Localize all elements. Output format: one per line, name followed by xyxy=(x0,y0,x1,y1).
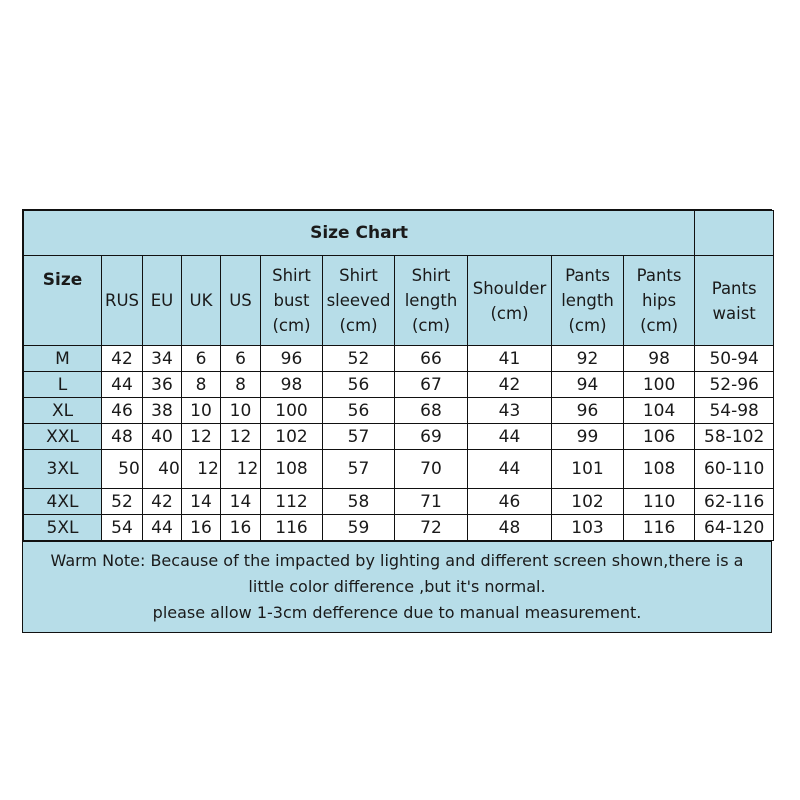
table-row xyxy=(24,450,774,489)
cell-us: 6 xyxy=(221,346,261,372)
header-size: Size xyxy=(24,256,102,346)
header-pants-waist: Pants waist xyxy=(695,256,774,346)
cell-us: 10 xyxy=(221,398,261,424)
cell-pants-length: 92 xyxy=(552,346,624,372)
table-row xyxy=(24,398,774,424)
cell-shoulder: 48 xyxy=(468,515,552,541)
cell-rus: 50 xyxy=(102,450,143,489)
note-line-3: please allow 1-3cm defference due to manual measurement. xyxy=(152,603,642,622)
cell-pants-hips: 106 xyxy=(624,424,695,450)
cell-pants-waist: 62-116 xyxy=(695,489,774,515)
table-row xyxy=(24,515,774,541)
cell-eu: 36 xyxy=(143,372,182,398)
cell-shoulder: 42 xyxy=(468,372,552,398)
cell-uk: 10 xyxy=(182,398,221,424)
cell-shirt-bust: 100 xyxy=(261,398,323,424)
header-shirt-length: Shirt length (cm) xyxy=(395,256,468,346)
cell-shirt-length: 70 xyxy=(395,450,468,489)
warm-note xyxy=(23,541,771,632)
cell-pants-length: 94 xyxy=(552,372,624,398)
cell-rus: 42 xyxy=(102,346,143,372)
cell-size: 5XL xyxy=(24,515,102,541)
chart-title: Size Chart xyxy=(24,211,695,256)
cell-eu: 40 xyxy=(143,424,182,450)
header-row xyxy=(24,256,774,346)
cell-shirt-bust: 98 xyxy=(261,372,323,398)
cell-pants-length: 101 xyxy=(552,450,624,489)
cell-uk: 8 xyxy=(182,372,221,398)
cell-shoulder: 44 xyxy=(468,450,552,489)
cell-shirt-length: 67 xyxy=(395,372,468,398)
header-pants-length: Pants length (cm) xyxy=(552,256,624,346)
cell-shirt-length: 71 xyxy=(395,489,468,515)
cell-shirt-sleeved: 57 xyxy=(323,450,395,489)
cell-us: 8 xyxy=(221,372,261,398)
cell-size: 4XL xyxy=(24,489,102,515)
header-eu: EU xyxy=(143,256,182,346)
cell-size: XXL xyxy=(24,424,102,450)
cell-pants-hips: 116 xyxy=(624,515,695,541)
cell-pants-waist: 64-120 xyxy=(695,515,774,541)
title-row xyxy=(24,211,774,256)
cell-pants-hips: 108 xyxy=(624,450,695,489)
cell-pants-hips: 110 xyxy=(624,489,695,515)
cell-pants-length: 96 xyxy=(552,398,624,424)
cell-eu: 42 xyxy=(143,489,182,515)
cell-uk: 14 xyxy=(182,489,221,515)
cell-eu: 38 xyxy=(143,398,182,424)
cell-shirt-length: 66 xyxy=(395,346,468,372)
cell-rus: 46 xyxy=(102,398,143,424)
cell-shirt-sleeved: 52 xyxy=(323,346,395,372)
cell-us: 12 xyxy=(221,450,261,489)
size-chart-table xyxy=(23,210,774,541)
cell-rus: 44 xyxy=(102,372,143,398)
cell-shirt-bust: 96 xyxy=(261,346,323,372)
cell-size: XL xyxy=(24,398,102,424)
cell-shirt-length: 69 xyxy=(395,424,468,450)
cell-shirt-sleeved: 56 xyxy=(323,398,395,424)
cell-shirt-length: 72 xyxy=(395,515,468,541)
cell-shoulder: 43 xyxy=(468,398,552,424)
header-shirt-bust: Shirt bust (cm) xyxy=(261,256,323,346)
cell-uk: 12 xyxy=(182,450,221,489)
cell-shirt-sleeved: 58 xyxy=(323,489,395,515)
cell-pants-waist: 60-110 xyxy=(695,450,774,489)
cell-uk: 16 xyxy=(182,515,221,541)
cell-us: 14 xyxy=(221,489,261,515)
cell-size: L xyxy=(24,372,102,398)
header-rus: RUS xyxy=(102,256,143,346)
note-line-2: little color difference ,but it's normal. xyxy=(248,577,546,596)
cell-pants-waist: 58-102 xyxy=(695,424,774,450)
table-row xyxy=(24,424,774,450)
cell-size: M xyxy=(24,346,102,372)
cell-eu: 44 xyxy=(143,515,182,541)
cell-shirt-sleeved: 56 xyxy=(323,372,395,398)
cell-rus: 52 xyxy=(102,489,143,515)
cell-pants-hips: 98 xyxy=(624,346,695,372)
cell-pants-hips: 100 xyxy=(624,372,695,398)
cell-us: 12 xyxy=(221,424,261,450)
note-line-1: Warm Note: Because of the impacted by lighting and different screen shown,there is a xyxy=(50,551,744,570)
cell-shirt-bust: 108 xyxy=(261,450,323,489)
header-uk: UK xyxy=(182,256,221,346)
cell-size: 3XL xyxy=(24,450,102,489)
cell-rus: 54 xyxy=(102,515,143,541)
cell-pants-waist: 54-98 xyxy=(695,398,774,424)
cell-pants-waist: 52-96 xyxy=(695,372,774,398)
header-pants-hips: Pants hips (cm) xyxy=(624,256,695,346)
cell-pants-waist: 50-94 xyxy=(695,346,774,372)
cell-pants-hips: 104 xyxy=(624,398,695,424)
table-row xyxy=(24,346,774,372)
cell-shirt-bust: 116 xyxy=(261,515,323,541)
cell-shirt-sleeved: 57 xyxy=(323,424,395,450)
cell-pants-length: 103 xyxy=(552,515,624,541)
cell-shoulder: 44 xyxy=(468,424,552,450)
header-shirt-sleeved: Shirt sleeved (cm) xyxy=(323,256,395,346)
table-row xyxy=(24,372,774,398)
cell-shirt-sleeved: 59 xyxy=(323,515,395,541)
size-chart xyxy=(22,209,772,633)
cell-rus: 48 xyxy=(102,424,143,450)
cell-shirt-bust: 102 xyxy=(261,424,323,450)
cell-eu: 40 xyxy=(143,450,182,489)
cell-shirt-bust: 112 xyxy=(261,489,323,515)
cell-eu: 34 xyxy=(143,346,182,372)
cell-uk: 6 xyxy=(182,346,221,372)
cell-pants-length: 99 xyxy=(552,424,624,450)
table-row xyxy=(24,489,774,515)
header-shoulder: Shoulder (cm) xyxy=(468,256,552,346)
cell-shoulder: 46 xyxy=(468,489,552,515)
header-us: US xyxy=(221,256,261,346)
cell-us: 16 xyxy=(221,515,261,541)
cell-pants-length: 102 xyxy=(552,489,624,515)
cell-shoulder: 41 xyxy=(468,346,552,372)
title-empty-cell xyxy=(695,211,774,256)
cell-shirt-length: 68 xyxy=(395,398,468,424)
cell-uk: 12 xyxy=(182,424,221,450)
